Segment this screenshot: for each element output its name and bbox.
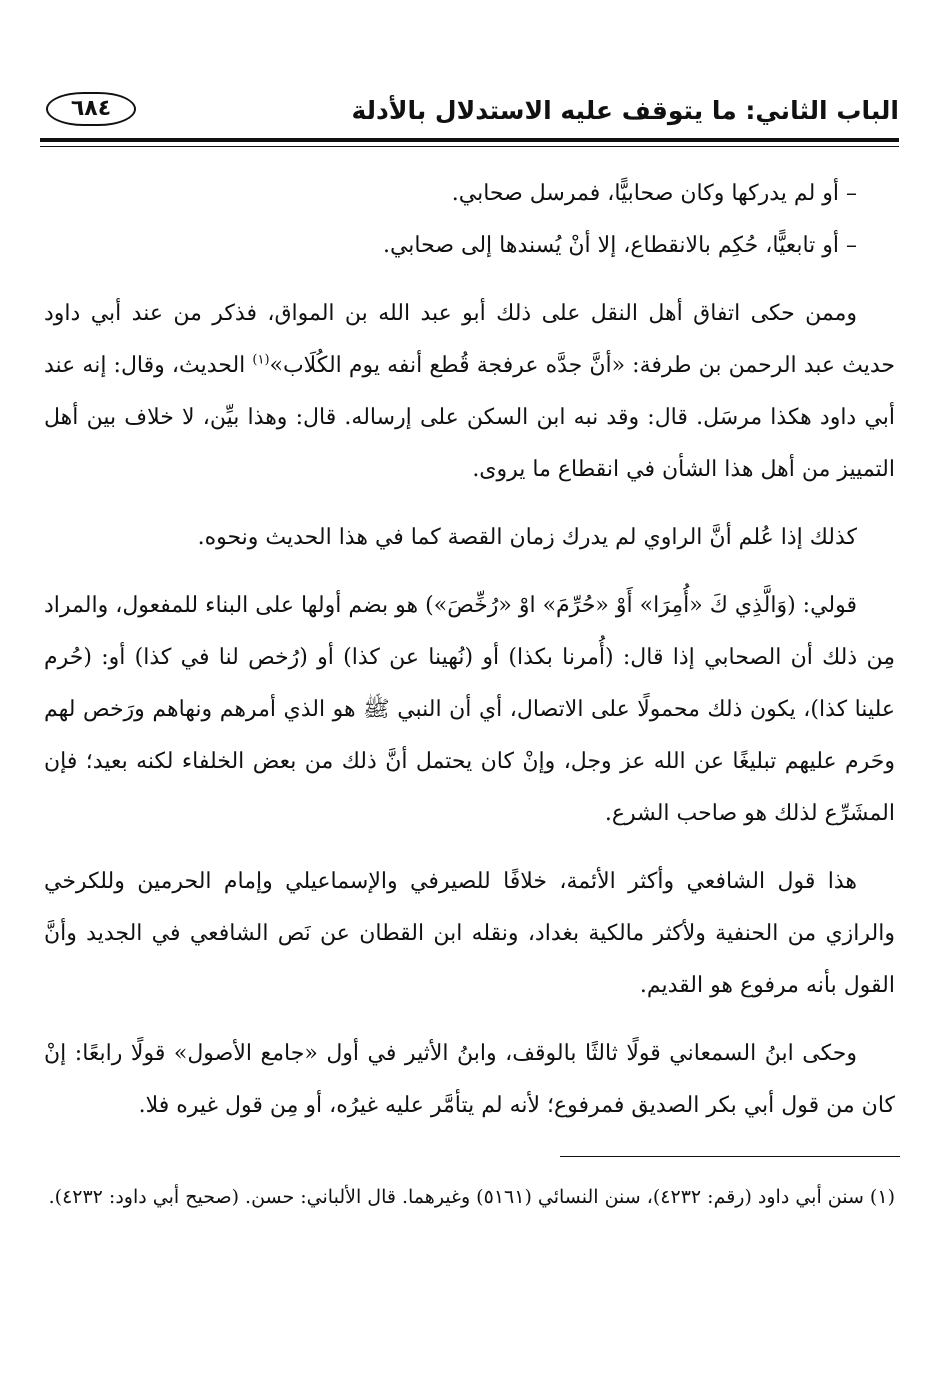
paragraph-3: قولي: (وَالَّذِي كَ «أُمِرَا» أَوْ «حُرِّمَ» اوْ «رُخِّصَ») هو بضم أولها على البناء للمفعول، والمراد مِن ذلك أن الصحابي إذا قال: (أُمرنا بكذا) أو (نُهينا عن كذا) أو (رُخص لنا في كذا) أو: (حُرم علينا كذا)، يكون ذلك محمولًا على الاتصال، أي أن النبي ﷺ هو الذي أمرهم ونهاهم ورَخص لهم وحَرم عليهم تبليغًا عن الله عز وجل، وإنْ كان يحتمل أنَّ ذلك من بعض الخلفاء لكنه بعيد؛ فإن المشَرِّع لذلك هو صاحب الشرع. [44, 593, 895, 826]
header-rule-thin [40, 146, 899, 147]
footnote-1: (١) سنن أبي داود (رقم: ٤٢٣٢)، سنن النسائي (٥١٦١) وغيرهما. قال الألباني: حسن. (صحيح أبي داود: ٤٢٣٢). [48, 1186, 895, 1208]
paragraph-2: كذلك إذا عُلم أنَّ الراوي لم يدرك زمان القصة كما في هذا الحديث ونحوه. [197, 525, 857, 550]
bullet-line-1: – أو لم يدركها وكان صحابيًّا، فمرسل صحابي. [451, 181, 857, 206]
paragraph-1-part-b: الحديث، وقال: إنه عند أبي داود هكذا مرسَل. قال: وقد نبه ابن السكن على إرساله. قال: وهذا بيِّن، لا خلاف بين أهل التمييز من أهل هذا الشأن في انقطاع ما يروى. [44, 353, 895, 482]
paragraph-5: وحكى ابنُ السمعاني قولًا ثالثًا بالوقف، وابنُ الأثير في أول «جامع الأصول» قولًا رابعًا: إنْ كان من قول أبي بكر الصديق فمرفوع؛ لأنه لم يتأمَّر عليه غيرُه، أو مِن قول غيره فلا. [44, 1041, 895, 1118]
body-text [44, 168, 895, 1148]
paragraph-1-part-a: وممن حكى اتفاق أهل النقل على ذلك أبو عبد الله بن المواق، فذكر من عند أبي داود حديث عبد الرحمن بن طرفة: «أنَّ جدَّه عرفجة قُطع أنفه يوم الكُلَاب» [44, 301, 896, 378]
footnote-separator [560, 1156, 900, 1157]
header-rule-thick [40, 138, 899, 142]
paragraph-4: هذا قول الشافعي وأكثر الأئمة، خلافًا للصيرفي والإسماعيلي وإمام الحرمين وللكرخي والرازي من الحنفية ولأكثر مالكية بغداد، ونقله ابن القطان عن نَص الشافعي في الجديد وأنَّ القول بأنه مرفوع هو القديم. [44, 869, 895, 998]
footnote-ref-1: (١) [252, 352, 270, 368]
paragraph-1 [44, 288, 895, 496]
page-header [40, 80, 899, 142]
footnotes [44, 1176, 895, 1218]
chapter-title: الباب الثاني: ما يتوقف عليه الاستدلال بالأدلة [351, 96, 899, 125]
page-number: ٦٨٤ [46, 92, 136, 126]
bullet-line-2: – أو تابعيًّا، حُكِم بالانقطاع، إلا أنْ يُسندها إلى صحابي. [382, 233, 857, 258]
